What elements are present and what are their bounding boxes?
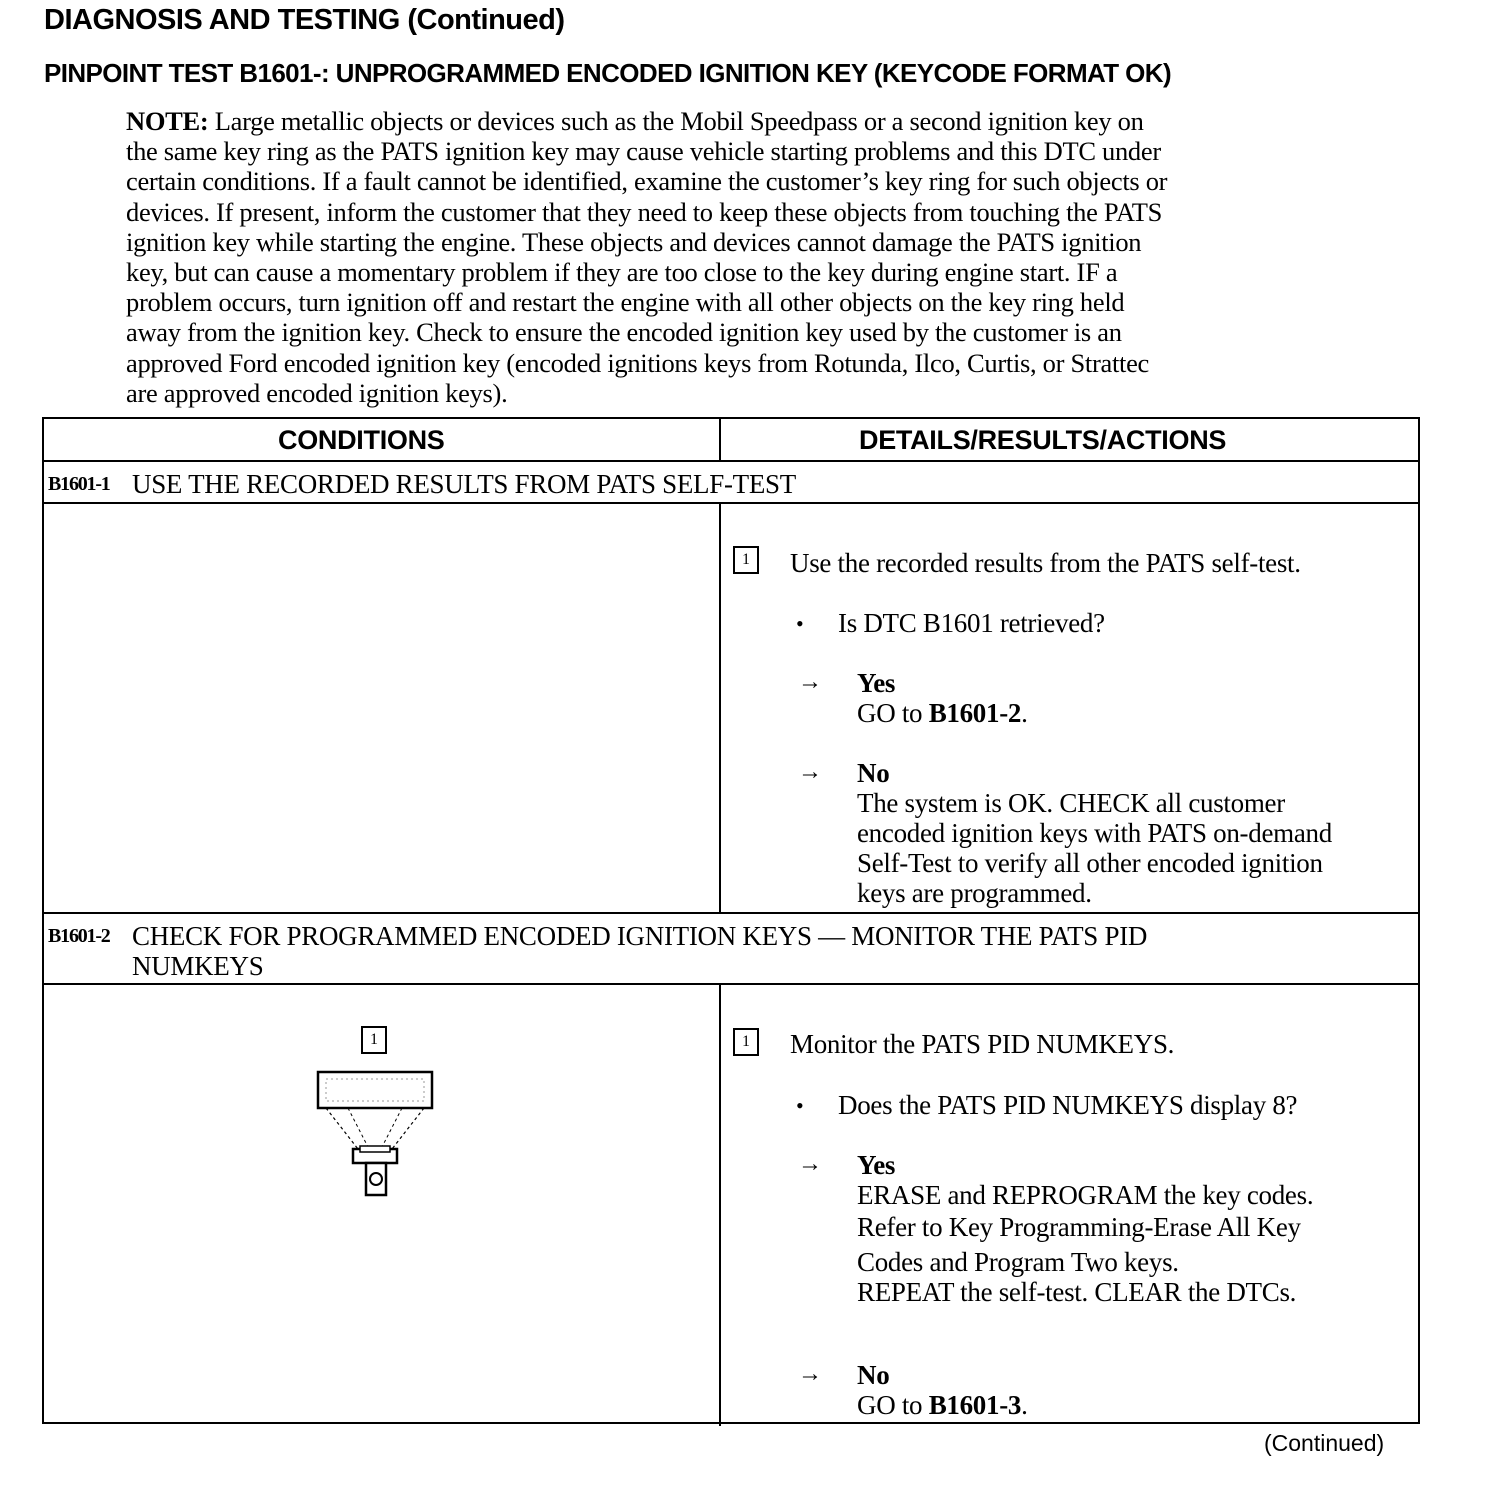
arrow-right-icon: → bbox=[798, 1361, 822, 1387]
result-no-action: GO to B1601-3. bbox=[857, 1390, 1028, 1420]
result-yes-line: REPEAT the self-test. CLEAR the DTCs. bbox=[857, 1277, 1297, 1307]
step-reference: B1601-2 bbox=[928, 698, 1022, 728]
note-line: certain conditions. If a fault cannot be identified, examine the customer’s key ring for such objects or bbox=[126, 166, 1168, 197]
result-yes-line: ERASE and REPROGRAM the key codes. bbox=[857, 1180, 1314, 1210]
result-no-line: encoded ignition keys with PATS on-demand bbox=[857, 818, 1332, 848]
result-yes-label: Yes bbox=[857, 668, 896, 698]
step-header-b1601-2 bbox=[48, 921, 1147, 981]
note-line: devices. If present, inform the customer that they need to keep these objects from touching the PATS bbox=[126, 196, 1163, 227]
step-action: Use the recorded results from the PATS self-test. bbox=[790, 548, 1301, 578]
step-id: B1601-2 bbox=[48, 925, 110, 947]
arrow-right-icon: → bbox=[798, 759, 822, 785]
column-divider bbox=[719, 985, 721, 1426]
column-divider bbox=[719, 419, 721, 462]
result-yes-action: GO to B1601-2. bbox=[857, 698, 1028, 728]
result-no-label: No bbox=[857, 758, 890, 788]
note-paragraph bbox=[126, 106, 1346, 408]
column-divider bbox=[719, 504, 721, 914]
step-reference: B1601-3 bbox=[928, 1390, 1022, 1420]
scan-tool-ignition-key-icon bbox=[310, 1067, 440, 1199]
page-title: DIAGNOSIS AND TESTING (Continued) bbox=[44, 4, 565, 36]
note-line: NOTE: Large metallic objects or devices such as the Mobil Speedpass or a second ignition key on bbox=[126, 106, 1144, 136]
continued-label: (Continued) bbox=[1264, 1430, 1385, 1456]
note-line: approved Ford encoded ignition key (encoded ignitions keys from Rotunda, Ilco, Curtis, or Strattec bbox=[126, 347, 1150, 378]
result-no-line: The system is OK. CHECK all customer bbox=[857, 788, 1285, 818]
step-id: B1601-1 bbox=[48, 473, 110, 495]
row-divider bbox=[44, 460, 1418, 462]
note-line: away from the ignition key. Check to ensure the encoded ignition key used by the customer is an bbox=[126, 317, 1122, 348]
note-line: the same key ring as the PATS ignition key may cause vehicle starting problems and this DTC under bbox=[126, 136, 1161, 167]
step-action: Monitor the PATS PID NUMKEYS. bbox=[790, 1029, 1175, 1059]
result-no-label: No bbox=[857, 1360, 890, 1390]
column-header-conditions: CONDITIONS bbox=[278, 425, 445, 455]
note-line: are approved encoded ignition keys). bbox=[126, 377, 508, 408]
step-header-b1601-1 bbox=[48, 469, 796, 499]
bullet-icon: • bbox=[796, 611, 804, 636]
note-line: ignition key while starting the engine. These objects and devices cannot damage the PATS ignition bbox=[126, 226, 1142, 257]
bullet-icon: • bbox=[796, 1093, 804, 1118]
row-divider bbox=[44, 502, 1418, 504]
note-label: NOTE: bbox=[126, 106, 209, 136]
step-question: Is DTC B1601 retrieved? bbox=[838, 608, 1105, 638]
result-yes-label: Yes bbox=[857, 1150, 896, 1180]
figure-number-box: 1 bbox=[361, 1026, 387, 1054]
result-yes-line: Codes and Program Two keys. bbox=[857, 1247, 1179, 1277]
column-header-details: DETAILS/RESULTS/ACTIONS bbox=[859, 425, 1227, 455]
note-line: problem occurs, turn ignition off and restart the engine with all other objects on the key ring held bbox=[126, 287, 1125, 318]
result-no-line: Self-Test to verify all other encoded ignition bbox=[857, 848, 1323, 878]
result-yes-line: Refer to Key Programming-Erase All Key bbox=[857, 1212, 1301, 1242]
result-no-line: keys are programmed. bbox=[857, 878, 1092, 908]
step-question: Does the PATS PID NUMKEYS display 8? bbox=[838, 1090, 1298, 1120]
step-title: USE THE RECORDED RESULTS FROM PATS SELF-TEST bbox=[132, 469, 796, 499]
row-divider bbox=[44, 912, 1418, 914]
row-divider bbox=[44, 983, 1418, 985]
step-title: CHECK FOR PROGRAMMED ENCODED IGNITION KEYS — MONITOR THE PATS PID NUMKEYS bbox=[132, 921, 1148, 981]
step-number-box: 1 bbox=[733, 546, 759, 574]
pinpoint-test-title: PINPOINT TEST B1601-: UNPROGRAMMED ENCODED IGNITION KEY (KEYCODE FORMAT OK) bbox=[44, 58, 1172, 88]
pinpoint-test-table bbox=[42, 417, 1420, 1424]
step-number-box: 1 bbox=[733, 1028, 759, 1056]
arrow-right-icon: → bbox=[798, 1151, 822, 1177]
note-line: key, but can cause a momentary problem if they are too close to the key during engine start. IF a bbox=[126, 257, 1118, 288]
arrow-right-icon: → bbox=[798, 669, 822, 695]
